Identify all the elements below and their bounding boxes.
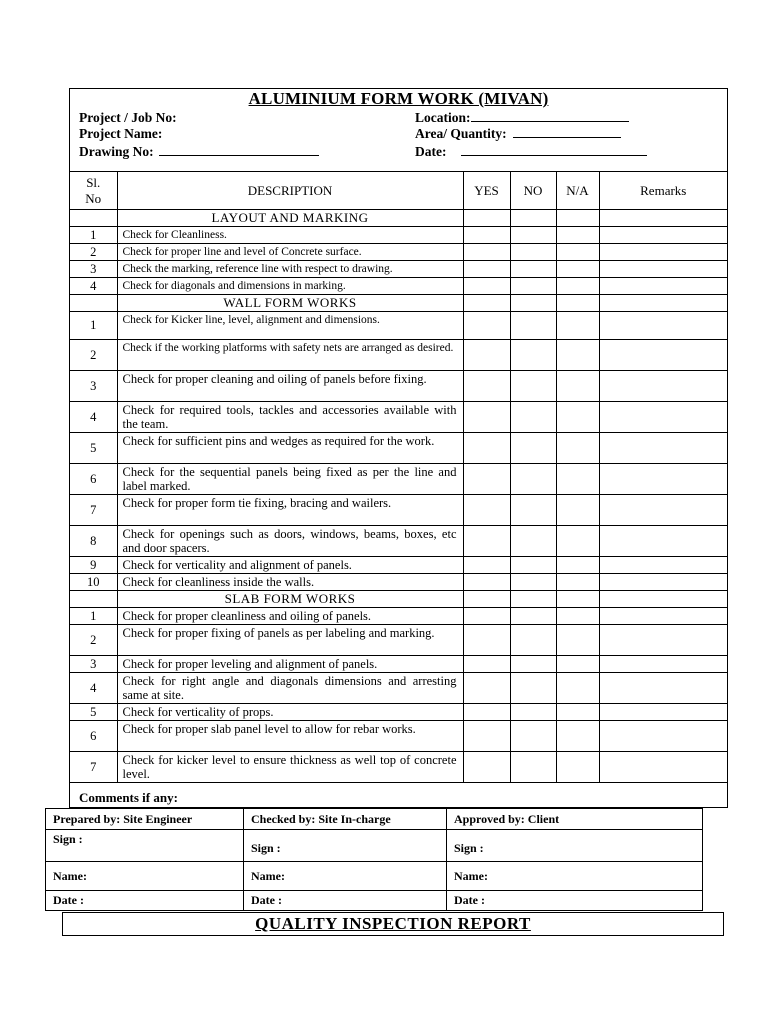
remarks-cell[interactable]: [599, 721, 727, 752]
item-number: 3: [70, 656, 117, 673]
item-number: 1: [70, 608, 117, 625]
approved-sign-label: Sign :: [454, 841, 484, 855]
item-number: 8: [70, 526, 117, 557]
checklist-row: [70, 557, 727, 574]
remarks-cell[interactable]: [599, 340, 727, 371]
no-cell[interactable]: [510, 625, 556, 656]
col-description: DESCRIPTION: [117, 172, 463, 210]
checklist-row: [70, 656, 727, 673]
section-title: SLAB FORM WORKS: [117, 591, 463, 608]
no-cell[interactable]: [510, 608, 556, 625]
prepared-date-cell[interactable]: [46, 891, 244, 911]
item-description: Check for sufficient pins and wedges as required for the work.: [117, 433, 463, 464]
section-blank-cell: [463, 591, 510, 608]
date-blank[interactable]: [461, 143, 647, 156]
checked-date-label: Date :: [251, 893, 282, 907]
section-row: [70, 295, 727, 312]
approved-name-label: Name:: [454, 868, 488, 883]
checklist-row: [70, 574, 727, 591]
drawing-no-label: Drawing No:: [79, 144, 154, 159]
remarks-cell[interactable]: [599, 402, 727, 433]
drawing-no-blank[interactable]: [159, 143, 319, 156]
no-cell[interactable]: [510, 656, 556, 673]
na-cell[interactable]: [556, 704, 599, 721]
item-number: 9: [70, 557, 117, 574]
checklist-row: [70, 244, 727, 261]
yes-cell[interactable]: [463, 721, 510, 752]
yes-cell[interactable]: [463, 673, 510, 704]
na-cell[interactable]: [556, 557, 599, 574]
na-cell[interactable]: [556, 721, 599, 752]
no-cell[interactable]: [510, 312, 556, 340]
no-cell[interactable]: [510, 721, 556, 752]
approved-date-cell[interactable]: [447, 891, 703, 911]
footer-box: [62, 912, 724, 936]
item-number: 6: [70, 464, 117, 495]
na-cell[interactable]: [556, 340, 599, 371]
item-number: 7: [70, 752, 117, 783]
prepared-sign-cell[interactable]: [46, 830, 244, 862]
remarks-cell[interactable]: [599, 526, 727, 557]
prepared-name-label: Name:: [53, 868, 87, 883]
drawing-no-field[interactable]: [79, 143, 319, 160]
item-description: Check for the sequential panels being fixed as per the line and label marked.: [117, 464, 463, 495]
checked-sign-cell[interactable]: [244, 830, 447, 862]
yes-cell[interactable]: [463, 227, 510, 244]
yes-cell[interactable]: [463, 752, 510, 783]
yes-cell[interactable]: [463, 625, 510, 656]
yes-cell[interactable]: [463, 704, 510, 721]
approved-name-cell[interactable]: [447, 862, 703, 891]
item-description: Check for Cleanliness.: [117, 227, 463, 244]
na-cell[interactable]: [556, 752, 599, 783]
section-blank-cell: [463, 210, 510, 227]
item-number: 7: [70, 495, 117, 526]
comments-label: Comments if any:: [79, 790, 178, 805]
section-row: [70, 210, 727, 227]
section-blank-cell: [556, 591, 599, 608]
section-blank-cell: [70, 210, 117, 227]
remarks-cell[interactable]: [599, 704, 727, 721]
section-blank-cell: [510, 210, 556, 227]
remarks-cell[interactable]: [599, 656, 727, 673]
item-description: Check for required tools, tackles and accessories available with the team.: [117, 402, 463, 433]
form-title: ALUMINIUM FORM WORK (MIVAN): [248, 89, 549, 108]
column-header-row: [70, 172, 727, 210]
item-description: Check for verticality and alignment of panels.: [117, 557, 463, 574]
checklist-row: [70, 433, 727, 464]
col-no: NO: [510, 172, 556, 210]
item-description: Check for proper cleanliness and oiling of panels.: [117, 608, 463, 625]
item-number: 5: [70, 704, 117, 721]
item-number: 6: [70, 721, 117, 752]
prepared-name-cell[interactable]: [46, 862, 244, 891]
item-number: 10: [70, 574, 117, 591]
yes-cell[interactable]: [463, 244, 510, 261]
checklist-row: [70, 526, 727, 557]
section-title: LAYOUT AND MARKING: [117, 210, 463, 227]
yes-cell[interactable]: [463, 402, 510, 433]
area-quantity-field[interactable]: [415, 125, 621, 142]
date-label: Date:: [415, 144, 447, 159]
no-cell[interactable]: [510, 261, 556, 278]
no-cell[interactable]: [510, 574, 556, 591]
yes-cell[interactable]: [463, 526, 510, 557]
no-cell[interactable]: [510, 673, 556, 704]
item-number: 2: [70, 244, 117, 261]
col-yes: YES: [463, 172, 510, 210]
item-description: Check for verticality of props.: [117, 704, 463, 721]
item-description: Check for proper leveling and alignment of panels.: [117, 656, 463, 673]
item-description: Check for diagonals and dimensions in marking.: [117, 278, 463, 295]
na-cell[interactable]: [556, 433, 599, 464]
checklist-row: [70, 278, 727, 295]
prepared-by-label: Prepared by: Site Engineer: [46, 809, 244, 830]
item-number: 3: [70, 371, 117, 402]
no-cell[interactable]: [510, 433, 556, 464]
approved-by-label: Approved by: Client: [447, 809, 703, 830]
no-cell[interactable]: [510, 752, 556, 783]
section-blank-cell: [70, 591, 117, 608]
item-number: 4: [70, 673, 117, 704]
checklist-row: [70, 371, 727, 402]
col-na: N/A: [556, 172, 599, 210]
no-cell[interactable]: [510, 464, 556, 495]
no-cell[interactable]: [510, 278, 556, 295]
form-container: [69, 88, 728, 808]
signoff-table: [45, 808, 703, 911]
remarks-cell[interactable]: [599, 608, 727, 625]
yes-cell[interactable]: [463, 340, 510, 371]
no-cell[interactable]: [510, 340, 556, 371]
remarks-cell[interactable]: [599, 371, 727, 402]
no-cell[interactable]: [510, 371, 556, 402]
na-cell[interactable]: [556, 278, 599, 295]
no-cell[interactable]: [510, 495, 556, 526]
checklist-row: [70, 227, 727, 244]
na-cell[interactable]: [556, 261, 599, 278]
section-blank-cell: [510, 591, 556, 608]
checked-sign-label: Sign :: [251, 841, 281, 855]
na-cell[interactable]: [556, 656, 599, 673]
na-cell[interactable]: [556, 574, 599, 591]
remarks-cell[interactable]: [599, 227, 727, 244]
na-cell[interactable]: [556, 526, 599, 557]
col-sl-no-line2: No: [85, 190, 102, 206]
remarks-cell[interactable]: [599, 625, 727, 656]
no-cell[interactable]: [510, 557, 556, 574]
checklist-row: [70, 312, 727, 340]
item-description: Check for proper cleaning and oiling of panels before fixing.: [117, 371, 463, 402]
section-blank-cell: [599, 210, 727, 227]
checked-name-label: Name:: [251, 868, 285, 883]
col-sl-no-line1: Sl.: [86, 174, 101, 190]
item-description: Check for kicker level to ensure thickness as well top of concrete level.: [117, 752, 463, 783]
item-description: Check for Kicker line, level, alignment and dimensions.: [117, 312, 463, 340]
section-blank-cell: [510, 295, 556, 312]
checklist-row: [70, 625, 727, 656]
na-cell[interactable]: [556, 608, 599, 625]
area-quantity-label: Area/ Quantity:: [415, 126, 507, 141]
remarks-cell[interactable]: [599, 574, 727, 591]
approved-date-label: Date :: [454, 893, 485, 907]
checklist-row: [70, 495, 727, 526]
remarks-cell[interactable]: [599, 673, 727, 704]
location-label: Location:: [415, 110, 471, 125]
remarks-cell[interactable]: [599, 244, 727, 261]
project-job-no-label: Project / Job No:: [79, 110, 177, 125]
checklist-row: [70, 464, 727, 495]
yes-cell[interactable]: [463, 312, 510, 340]
item-description: Check for cleanliness inside the walls.: [117, 574, 463, 591]
remarks-cell[interactable]: [599, 752, 727, 783]
remarks-cell[interactable]: [599, 261, 727, 278]
section-blank-cell: [556, 295, 599, 312]
remarks-cell[interactable]: [599, 278, 727, 295]
section-title: WALL FORM WORKS: [117, 295, 463, 312]
item-description: Check for proper form tie fixing, bracing and wailers.: [117, 495, 463, 526]
checked-date-cell[interactable]: [244, 891, 447, 911]
yes-cell[interactable]: [463, 433, 510, 464]
checklist-row: [70, 402, 727, 433]
footer-title: QUALITY INSPECTION REPORT: [255, 914, 531, 933]
checklist-row: [70, 608, 727, 625]
project-name-label: Project Name:: [79, 126, 163, 141]
item-number: 1: [70, 312, 117, 340]
col-sl-no: [70, 172, 117, 210]
item-description: Check the marking, reference line with respect to drawing.: [117, 261, 463, 278]
na-cell[interactable]: [556, 464, 599, 495]
no-cell[interactable]: [510, 526, 556, 557]
yes-cell[interactable]: [463, 608, 510, 625]
item-description: Check for right angle and diagonals dimensions and arresting same at site.: [117, 673, 463, 704]
section-blank-cell: [599, 591, 727, 608]
item-number: 1: [70, 227, 117, 244]
checklist-row: [70, 673, 727, 704]
checklist-row: [70, 340, 727, 371]
section-blank-cell: [599, 295, 727, 312]
remarks-cell[interactable]: [599, 464, 727, 495]
na-cell[interactable]: [556, 402, 599, 433]
no-cell[interactable]: [510, 227, 556, 244]
yes-cell[interactable]: [463, 557, 510, 574]
section-blank-cell: [70, 295, 117, 312]
checked-name-cell[interactable]: [244, 862, 447, 891]
yes-cell[interactable]: [463, 371, 510, 402]
item-description: Check for openings such as doors, windows, beams, boxes, etc and door spacers.: [117, 526, 463, 557]
na-cell[interactable]: [556, 495, 599, 526]
item-number: 2: [70, 340, 117, 371]
no-cell[interactable]: [510, 244, 556, 261]
location-field[interactable]: [415, 109, 629, 126]
item-number: 3: [70, 261, 117, 278]
no-cell[interactable]: [510, 402, 556, 433]
prepared-date-label: Date :: [53, 893, 84, 907]
checked-by-label: Checked by: Site In-charge: [244, 809, 447, 830]
checklist-row: [70, 704, 727, 721]
no-cell[interactable]: [510, 704, 556, 721]
approved-sign-cell[interactable]: [447, 830, 703, 862]
checklist-row: [70, 752, 727, 783]
remarks-cell[interactable]: [599, 495, 727, 526]
yes-cell[interactable]: [463, 261, 510, 278]
na-cell[interactable]: [556, 244, 599, 261]
yes-cell[interactable]: [463, 574, 510, 591]
section-blank-cell: [463, 295, 510, 312]
na-cell[interactable]: [556, 312, 599, 340]
yes-cell[interactable]: [463, 495, 510, 526]
na-cell[interactable]: [556, 625, 599, 656]
yes-cell[interactable]: [463, 464, 510, 495]
na-cell[interactable]: [556, 227, 599, 244]
checklist-row: [70, 261, 727, 278]
item-description: Check for proper line and level of Concrete surface.: [117, 244, 463, 261]
area-quantity-blank[interactable]: [513, 125, 621, 138]
section-row: [70, 591, 727, 608]
col-remarks: Remarks: [599, 172, 727, 210]
item-number: 5: [70, 433, 117, 464]
checklist-table: [70, 171, 727, 783]
na-cell[interactable]: [556, 673, 599, 704]
yes-cell[interactable]: [463, 278, 510, 295]
item-number: 4: [70, 278, 117, 295]
checklist-row: [70, 721, 727, 752]
na-cell[interactable]: [556, 371, 599, 402]
item-number: 2: [70, 625, 117, 656]
remarks-cell[interactable]: [599, 557, 727, 574]
date-field[interactable]: [415, 143, 647, 160]
item-description: Check if the working platforms with safety nets are arranged as desired.: [117, 340, 463, 371]
remarks-cell[interactable]: [599, 312, 727, 340]
location-blank[interactable]: [471, 109, 629, 122]
item-description: Check for proper fixing of panels as per labeling and marking.: [117, 625, 463, 656]
section-blank-cell: [556, 210, 599, 227]
yes-cell[interactable]: [463, 656, 510, 673]
prepared-sign-label: Sign :: [53, 832, 83, 846]
item-number: 4: [70, 402, 117, 433]
remarks-cell[interactable]: [599, 433, 727, 464]
item-description: Check for proper slab panel level to allow for rebar works.: [117, 721, 463, 752]
